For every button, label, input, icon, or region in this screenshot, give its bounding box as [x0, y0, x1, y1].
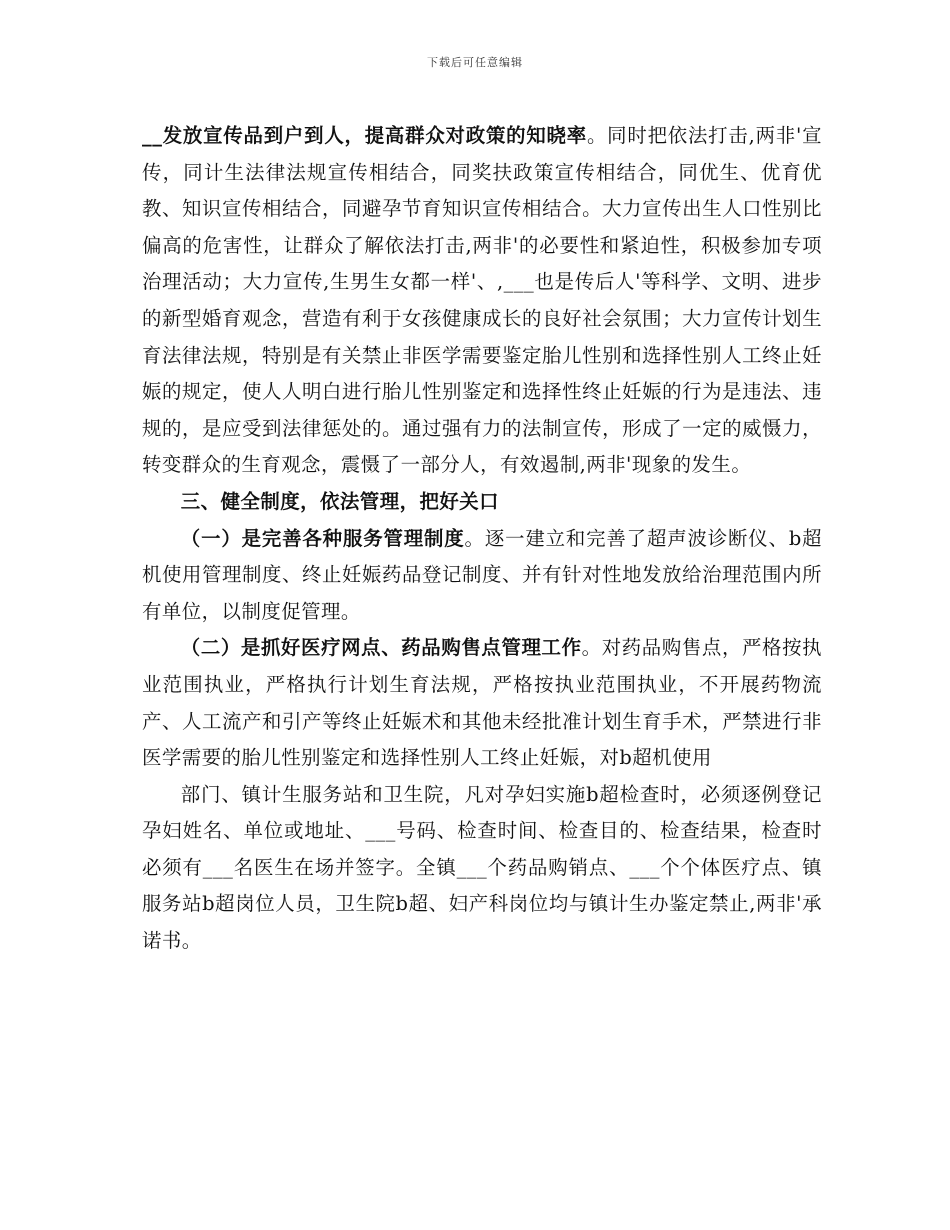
page-header: 下载后可任意编辑 [427, 56, 523, 69]
paragraph-lead: （二）是抓好医疗网点、药品购售点管理工作 [180, 636, 582, 660]
paragraph-text: 部门、镇计生服务站和卫生院，凡对孕妇实施b超检查时，必须逐例登记孕妇姓名、单位或地址、___号码、检查时间、检查目的、检查结果，检查时必须有___名医生在场并签字。全镇___个药品购销点、___个个体医疗点、镇服务站b超岗位人员，卫生院b超、妇产科岗位均与镇计生办鉴定禁止,两非'承诺书。 [142, 782, 822, 953]
paragraph-publicity [142, 118, 822, 484]
paragraph-lead: __发放宣传品到户到人，提高群众对政策的知晓率 [142, 124, 587, 147]
paragraph-medical [142, 630, 822, 776]
paragraph-lead: （一）是完善各种服务管理制度 [180, 526, 465, 550]
paragraph-text: 。对药品购售点，严格按执业范围执业，严格执行计划生育法规，严格按执业范围执业，不开展药物流产、人工流产和引产等终止妊娠术和其他未经批准计划生育手术，严禁进行非医学需要的胎儿性别鉴定和选择性别人工终止妊娠，对b超机使用 [142, 636, 823, 770]
document-body [142, 118, 822, 960]
paragraph-registration [142, 777, 822, 960]
paragraph-text: 。逐一建立和完善了超声波诊断仪、b超机使用管理制度、终止妊娠药品登记制度、并有针对性地发放给治理范围内所有单位，以制度促管理。 [142, 526, 823, 623]
paragraph-text: 。同时把依法打击,两非'宣传，同计生法律法规宣传相结合，同奖扶政策宣传相结合，同优生、优育优教、知识宣传相结合，同避孕节育知识宣传相结合。大力宣传出生人口性别比偏高的危害性，让群众了解依法打击,两非'的必要性和紧迫性，积极参加专项治理活动；大力宣传,生男生女都一样'、,___也是传后人'等科学、文明、进步的新型婚育观念，营造有利于女孩健康成长的良好社会氛围；大力宣传计划生育法律法规，特别是有关禁止非医学需要鉴定胎儿性别和选择性别人工终止妊娠的规定，使人人明白进行胎儿性别鉴定和选择性终止妊娠的行为是违法、违规的，是应受到法律惩处的。通过强有力的法制宣传，形成了一定的威慑力，转变群众的生育观念，震慑了一部分人，有效遏制,两非'现象的发生。 [142, 124, 823, 477]
section-heading: 三、健全制度，依法管理，把好关口 [180, 489, 500, 513]
paragraph-system [142, 521, 822, 631]
